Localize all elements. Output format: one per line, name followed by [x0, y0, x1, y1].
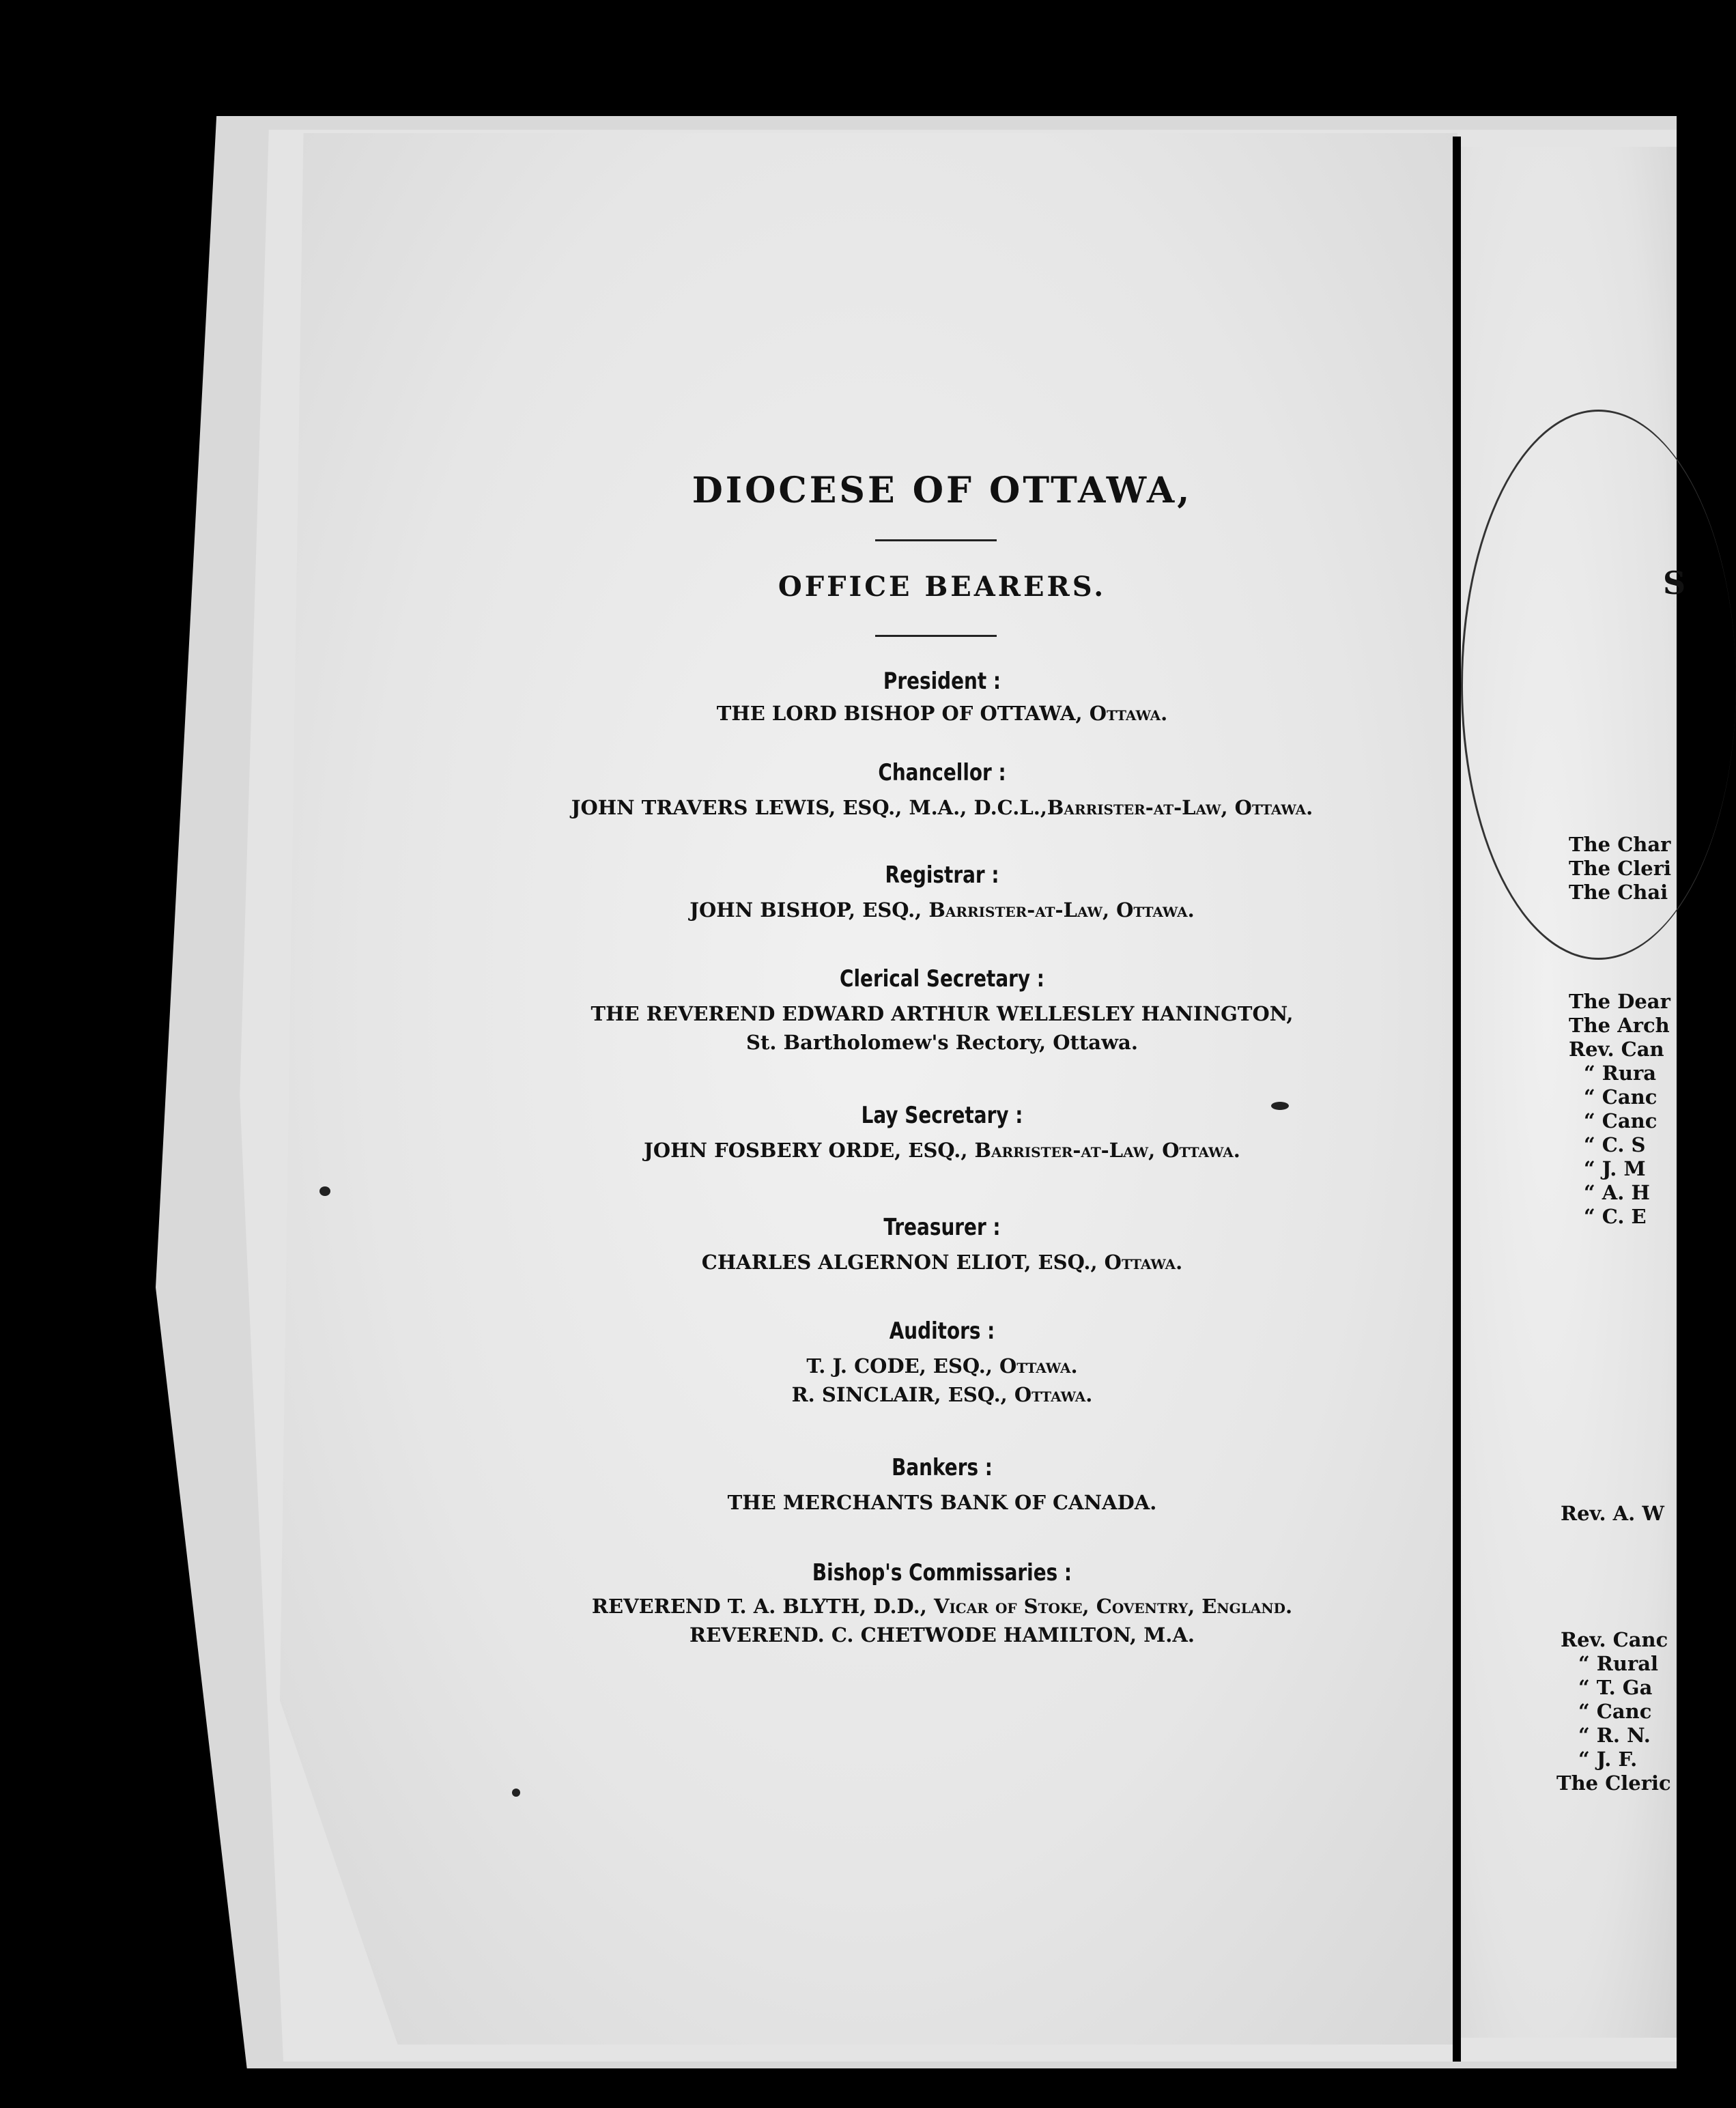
right-line: “ A. H: [1584, 1181, 1650, 1204]
ink-speck: [319, 1186, 330, 1196]
right-line: “ C. E: [1584, 1205, 1647, 1228]
officer-line: THE LORD BISHOP OF OTTAWA, Ottawa.: [716, 702, 1168, 725]
officer-line: THE REVEREND EDWARD ARTHUR WELLESLEY HANINGTON,: [590, 1002, 1294, 1025]
role-label: Bankers :: [892, 1454, 993, 1481]
officer-line: JOHN BISHOP, ESQ., Barrister-at-Law, Ottawa.: [689, 898, 1195, 922]
right-line: “ J. F.: [1578, 1748, 1638, 1771]
officer-line: T. J. CODE, ESQ., Ottawa.: [806, 1354, 1078, 1378]
right-line: The Cleri: [1569, 857, 1672, 880]
section-registrar: [478, 861, 1406, 922]
right-line: “ J. M: [1584, 1157, 1646, 1180]
ink-speck: [512, 1789, 520, 1797]
officer-line: REVEREND. C. CHETWODE HAMILTON, M.A.: [689, 1623, 1195, 1647]
officer-line: JOHN FOSBERY ORDE, ESQ., Barrister-at-Law, Ottawa.: [644, 1139, 1240, 1162]
left-page: [280, 133, 1457, 2045]
role-label: Chancellor :: [878, 759, 1006, 786]
right-line: Rev. Can: [1569, 1038, 1664, 1061]
right-page-text: [1461, 147, 1686, 2038]
subtitle-rule: [875, 635, 997, 637]
role-label: Clerical Secretary :: [840, 965, 1044, 993]
right-line: The Cleric: [1556, 1771, 1671, 1795]
right-line: The Char: [1569, 833, 1671, 856]
role-label: Lay Secretary :: [861, 1102, 1023, 1129]
right-line: “ R. N.: [1578, 1724, 1651, 1747]
right-line: “ Rura: [1584, 1062, 1657, 1085]
right-line: Rev. Canc: [1561, 1628, 1668, 1651]
right-line: “ C. S: [1584, 1133, 1646, 1156]
right-line: The Chai: [1569, 881, 1668, 904]
role-label: President :: [883, 668, 1001, 695]
page-gutter: [1453, 137, 1461, 2062]
right-line: “ Canc: [1578, 1700, 1652, 1723]
right-line: “ T. Ga: [1578, 1676, 1653, 1699]
right-line: “ Rural: [1578, 1652, 1659, 1675]
officer-line: CHARLES ALGERNON ELIOT, ESQ., Ottawa.: [701, 1251, 1183, 1274]
ink-speck: [1271, 1102, 1289, 1110]
section-auditors: [478, 1318, 1406, 1406]
right-line: Rev. A. W: [1561, 1502, 1664, 1525]
officer-line: REVEREND T. A. BLYTH, D.D., Vicar of Stoke, Coventry, England.: [591, 1595, 1293, 1618]
page-subtitle: OFFICE BEARERS.: [778, 571, 1107, 603]
section-lay-secretary: [478, 1102, 1406, 1162]
right-line: The Dear: [1569, 990, 1670, 1013]
section-clerical-secretary: [478, 965, 1406, 1054]
title-rule: [875, 539, 997, 541]
officer-line: R. SINCLAIR, ESQ., Ottawa.: [791, 1383, 1093, 1406]
officer-line: THE MERCHANTS BANK OF CANADA.: [727, 1491, 1157, 1514]
right-line: “ Canc: [1584, 1109, 1657, 1133]
role-label: Auditors :: [889, 1318, 995, 1345]
section-bankers: [478, 1454, 1406, 1514]
role-label: Bishop's Commissaries :: [812, 1559, 1072, 1586]
officer-line: St. Bartholomew's Rectory, Ottawa.: [746, 1031, 1138, 1054]
officer-line: JOHN TRAVERS LEWIS, ESQ., M.A., D.C.L.,Barrister-at-Law, Ottawa.: [571, 796, 1313, 819]
section-president: [478, 668, 1406, 725]
right-line: “ Canc: [1584, 1085, 1657, 1109]
section-treasurer: [478, 1214, 1406, 1274]
heading-fragment: S: [1663, 565, 1686, 601]
section-bishops-commissaries: [478, 1559, 1406, 1647]
page-title: DIOCESE OF OTTAWA,: [692, 470, 1193, 511]
role-label: Registrar :: [885, 861, 999, 889]
section-chancellor: [478, 759, 1406, 819]
right-line: The Arch: [1569, 1014, 1670, 1037]
role-label: Treasurer :: [883, 1214, 1001, 1241]
